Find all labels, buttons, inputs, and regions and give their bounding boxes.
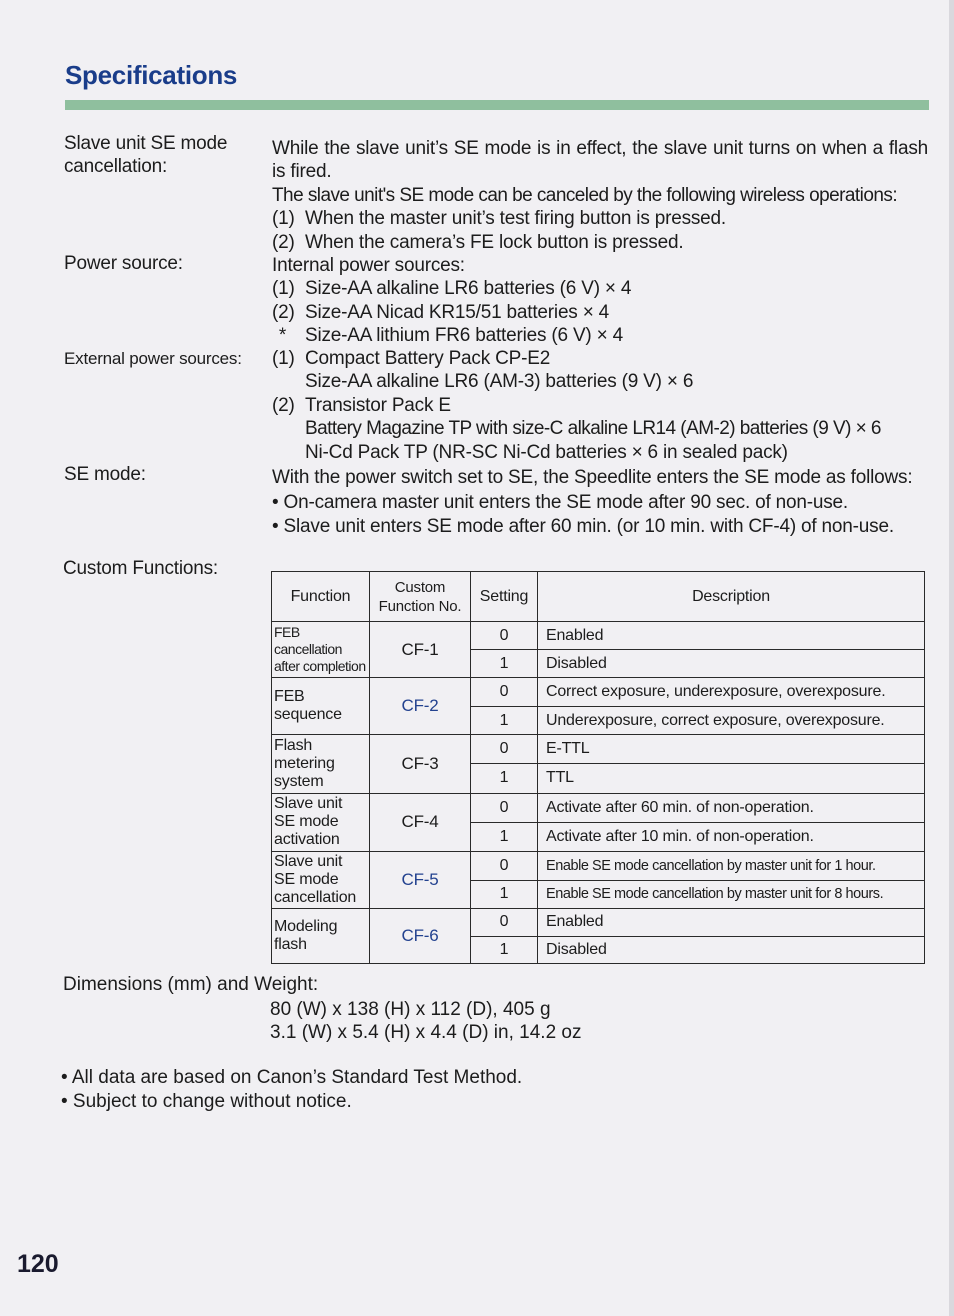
- value-slave-cancel: [272, 137, 928, 254]
- cell-setting: 1: [471, 764, 538, 793]
- cell-setting: 0: [471, 793, 538, 822]
- header-function: Function: [272, 572, 370, 622]
- item-text: Size-AA Nicad KR15/51 batteries × 4: [305, 301, 610, 323]
- value-dimensions: [270, 998, 581, 1044]
- page-title: Specifications: [65, 60, 238, 90]
- label-line: Slave unit SE mode: [64, 133, 228, 154]
- function-line: Flash: [274, 736, 313, 754]
- cell-function: [272, 851, 370, 908]
- table-row: [272, 851, 925, 880]
- function-line: Modeling: [274, 917, 338, 935]
- cell-setting: 1: [471, 650, 538, 678]
- item-number: (1): [272, 208, 295, 230]
- custom-functions-table: [271, 571, 925, 964]
- cell-function: [272, 908, 370, 963]
- cell-cf-no: CF-4: [370, 793, 471, 851]
- cell-setting: 1: [471, 880, 538, 908]
- item-text: When the master unit’s test firing button is pressed.: [305, 208, 726, 230]
- function-line: flash: [274, 935, 307, 953]
- dimensions-imperial: 3.1 (W) x 5.4 (H) x 4.4 (D) in, 14.2 oz: [270, 1022, 582, 1043]
- value-se-mode: [272, 466, 928, 538]
- item-text: Size-AA alkaline LR6 batteries (6 V) × 4: [305, 278, 632, 300]
- function-line: SE mode: [274, 870, 339, 888]
- header-line: Function No.: [378, 597, 462, 615]
- spec-text: Internal power sources:: [272, 255, 465, 276]
- item-number: (2): [272, 301, 295, 323]
- item-number: *: [278, 325, 287, 347]
- cell-setting: 0: [471, 851, 538, 880]
- cell-setting: 1: [471, 822, 538, 851]
- function-line: metering: [274, 754, 335, 772]
- function-line: cancellation: [274, 888, 357, 906]
- cell-setting: 0: [471, 908, 538, 936]
- cell-function: [272, 678, 370, 735]
- function-line: FEB: [274, 624, 300, 641]
- item-text: Compact Battery Pack CP-E2: [305, 348, 551, 369]
- cell-setting: 0: [471, 678, 538, 707]
- function-line: sequence: [274, 706, 342, 724]
- header-setting: Setting: [471, 572, 538, 622]
- cell-description: Enabled: [538, 908, 925, 936]
- spec-text: The slave unit's SE mode can be canceled by the following wireless operations:: [272, 184, 898, 206]
- cell-description: Enable SE mode cancellation by master unit for 1 hour.: [538, 851, 925, 880]
- label-line: cancellation:: [64, 156, 168, 177]
- bullet-item: • On-camera master unit enters the SE mode after 90 sec. of non-use.: [272, 492, 849, 514]
- list-item: [272, 231, 928, 254]
- function-line: cancellation: [274, 641, 342, 658]
- title-rule: [65, 100, 929, 110]
- item-subtext: Ni-Cd Pack TP (NR-SC Ni-Cd batteries × 6 in sealed pack): [305, 441, 788, 463]
- cell-description: Disabled: [538, 936, 925, 963]
- function-line: FEB: [274, 688, 305, 706]
- label-se-mode: SE mode:: [64, 464, 146, 485]
- cell-function: [272, 793, 370, 851]
- cell-description: Correct exposure, underexposure, overexposure.: [538, 678, 925, 707]
- label-slave-cancel: [64, 132, 227, 178]
- cell-description: Activate after 60 min. of non-operation.: [538, 793, 925, 822]
- list-item: [272, 277, 928, 300]
- header-line: Custom: [394, 578, 446, 596]
- header-description: Description: [538, 572, 925, 622]
- table-header-row: [272, 572, 925, 622]
- cell-description: Activate after 10 min. of non-operation.: [538, 822, 925, 851]
- cell-function: [272, 735, 370, 793]
- cell-cf-no: CF-5: [370, 851, 471, 908]
- cell-setting: 0: [471, 622, 538, 650]
- dimensions-metric: 80 (W) x 138 (H) x 112 (D), 405 g: [270, 999, 551, 1020]
- cell-description: Enable SE mode cancellation by master unit for 8 hours.: [538, 880, 925, 908]
- item-text: When the camera’s FE lock button is pressed.: [305, 231, 684, 253]
- page-number: 120: [17, 1250, 59, 1278]
- label-power-source: Power source:: [64, 253, 183, 274]
- function-line: Slave unit: [274, 795, 343, 813]
- item-number: (2): [272, 231, 295, 253]
- item-number: (1): [272, 278, 295, 300]
- table-row: [272, 622, 925, 650]
- list-item: [272, 394, 928, 417]
- table-row: [272, 908, 925, 936]
- cell-description: Disabled: [538, 650, 925, 678]
- item-text: Size-AA lithium FR6 batteries (6 V) × 4: [305, 325, 623, 347]
- item-subtext: Battery Magazine TP with size-C alkaline LR14 (AM-2) batteries (9 V) × 6: [305, 418, 881, 440]
- value-external-power: [272, 347, 928, 464]
- cell-description: Enabled: [538, 622, 925, 650]
- list-item: [272, 207, 928, 230]
- note-item: • Subject to change without notice.: [61, 1090, 352, 1112]
- page-edge: [949, 0, 954, 1316]
- list-item: [272, 347, 928, 370]
- cell-setting: 0: [471, 735, 538, 764]
- cell-function: [272, 622, 370, 678]
- function-line: Slave unit: [274, 852, 343, 870]
- label-external-power: External power sources:: [64, 349, 242, 368]
- spec-text: With the power switch set to SE, the Speedlite enters the SE mode as follows:: [272, 467, 913, 488]
- footnotes: [61, 1066, 522, 1113]
- table-row: [272, 678, 925, 707]
- cell-cf-no: CF-2: [370, 678, 471, 735]
- function-line: after completion: [274, 658, 366, 675]
- label-dimensions: Dimensions (mm) and Weight:: [63, 974, 319, 995]
- function-line: activation: [274, 831, 340, 849]
- item-subtext: Size-AA alkaline LR6 (AM-3) batteries (9 V) × 6: [305, 371, 694, 393]
- cell-cf-no: CF-3: [370, 735, 471, 793]
- cell-setting: 1: [471, 707, 538, 735]
- value-power-source: [272, 254, 928, 348]
- item-number: (1): [272, 348, 295, 369]
- spec-text: While the slave unit’s SE mode is in effect, the slave unit turns on when a flash is fired.: [272, 138, 928, 183]
- list-item: [272, 324, 928, 347]
- cell-description: E-TTL: [538, 735, 925, 764]
- note-item: • All data are based on Canon’s Standard Test Method.: [61, 1067, 523, 1088]
- list-item: [272, 301, 928, 324]
- cell-description: TTL: [538, 764, 925, 793]
- cell-cf-no: CF-6: [370, 908, 471, 963]
- function-line: system: [274, 772, 324, 790]
- label-custom-functions: Custom Functions:: [63, 558, 218, 579]
- table-row: [272, 793, 925, 822]
- table-row: [272, 735, 925, 764]
- item-number: (2): [272, 394, 295, 416]
- item-text: Transistor Pack E: [305, 394, 451, 416]
- cell-setting: 1: [471, 936, 538, 963]
- function-line: SE mode: [274, 813, 339, 831]
- cell-description: Underexposure, correct exposure, overexposure.: [538, 707, 925, 735]
- bullet-item: • Slave unit enters SE mode after 60 min. (or 10 min. with CF-4) of non-use.: [272, 515, 894, 537]
- header-cf-no: [370, 572, 471, 622]
- cell-cf-no: CF-1: [370, 622, 471, 678]
